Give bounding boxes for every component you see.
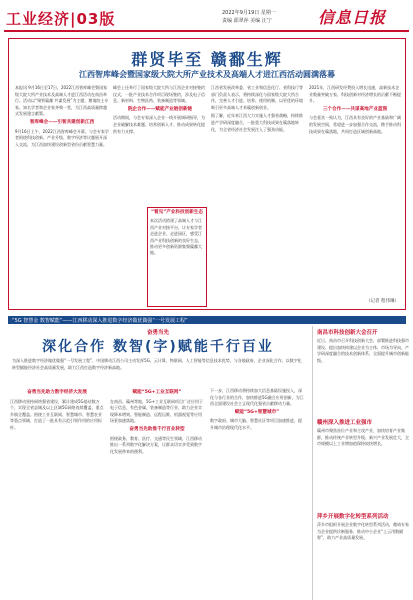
feature-col-d-subhead: 三个合作——共谋高地产业蓝图 [322, 106, 388, 112]
feature-col-c-text-2: 据了解，近年来江西大力实施人才强省战略，持续推进产学研深度融合，一批重大科技成果在赣落地转化，为全省经济社会发展注入了强劲动能。 [211, 113, 303, 132]
header-rule [4, 30, 409, 32]
feature-column-3 [211, 85, 305, 307]
article2-col-a-text: 江西移动坚持网络强省建设，累计建成5G基站数万个，实现全省县城及以上区域5G网络连续覆盖、重点乡镇全覆盖。围绕工业互联网、智慧城市、智慧农业等重点领域，打造了一批具有示范引领作用的应用标杆。 [10, 398, 104, 430]
date-line: 2022年9月19日 星期一 [222, 10, 276, 16]
article2-col-b-subhead: 赋能“5G+工业互联网” [132, 390, 182, 395]
feature-column-4 [309, 85, 401, 307]
article2-col-c-subhead: 赋能“5G+智慧城市” [234, 409, 280, 415]
feature-col-b-subhead: 院企合作——赋能产业链创新链 [127, 106, 193, 112]
brief-title: 赣州深入推进工业强市 [317, 420, 373, 426]
article2-kicker: 奋勇当先 [146, 330, 169, 336]
brief-title: 南昌市科技创新大会召开 [317, 330, 378, 336]
page-header [0, 0, 413, 32]
feature-col-d-text-2: 与会嘉宾一致认为，江西具有良好的产业基础和广阔的发展空间，希望进一步加强合作交流，携手推动科技成果在赣落地，共同打造区域创新高地。 [309, 115, 401, 134]
article2-col-b-subhead-2: 奋勇当先助推千行百业转型 [129, 426, 185, 432]
article2-col-b-text-2: 围绕政务、教育、医疗、交通等民生领域，江西移动推出一系列数字化解决方案，让群众切实享受到数字化发展带来的便利。 [110, 435, 202, 454]
banner-text: “5G 智慧金 数智赋能”——江西移动深入推进数字经济做优做强“一号发展工程” [12, 318, 188, 324]
brief-body: 萍乡市组织开展企业数字化转型系列活动，邀请专家为企业提供诊断服务，推动中小企业“上云用数赋智”，助力产业高质量发展。 [317, 522, 409, 541]
second-article [8, 326, 308, 600]
article2-column-2 [110, 388, 204, 598]
news-brief [317, 418, 409, 508]
article2-headline: 深化合作 数智(字)赋能千行百业 [42, 339, 274, 355]
article2-col-b-text: 在南昌、赣州等地，5G+工业互联网项目广泛应用于电子信息、有色金属、装备制造等行业，助力企业实现降本增效。智能制造、远程运维、机器视觉等应用场景加速落地。 [110, 398, 203, 424]
feature-byline: （记者 程伟琳） [366, 299, 399, 304]
feature-column-1 [15, 85, 109, 307]
feature-article [8, 38, 406, 310]
feature-col-d-text: 2021年，江西研发经费投入增长迅速，高新技术企业数量突破万家，科技创新对经济增长的贡献不断提升。 [309, 85, 401, 104]
news-brief [317, 512, 409, 598]
article2-col-c-text: 下一步，江西移动将持续加大信息基础设施投入，深化与各行业的合作，加快推进5G融合应用创新，为江西全面建设社会主义现代化强省贡献移动力量。 [210, 388, 304, 407]
article2-column-1 [10, 388, 104, 598]
pull-quote-body: 本次活动搭建了高端人才与江西产业对接平台，让专家学者走进企业、走进园区，感受江西产业科技创新的良好生态，推动更多创新资源集聚赣鄱大地。 [150, 218, 202, 256]
feature-col-c-text: 江西省发展改革委、省工业和信息化厅、省科技厅等部门负责人表示，将持续深化与国家级大院大所合作，完善人才引进、培养、使用机制，以更优的环境吸引更多高端人才来赣创新创业。 [211, 85, 303, 110]
feature-col-b-text: 峰会上还举行了国家级大院大所与江西企业对接签约仪式，一批产业技术合作项目现场签约，涉及电子信息、新材料、生物医药、装备制造等领域。 [113, 85, 205, 104]
feature-headline: 群贤毕至 赣鄱生辉 [131, 50, 283, 69]
article2-col-c-text-2: 数字政府、城市大脑、智慧社区等项目加速推进，提升城市治理现代化水平。 [210, 418, 302, 430]
article-banner [8, 316, 406, 324]
feature-col-a-text: 本报讯 9月16日至17日，2022江西智库峰会暨国家级大院大所产业技术及高端人才进江西活动在南昌举行。活动以“聚智赣鄱 共谋发展”为主题，邀请院士专家、知名学者和企业家齐聚一堂，为江西高质量跨越式发展建言献策。 [15, 85, 109, 117]
pull-quote-title: “看见”产业科技创新生态 [151, 210, 203, 215]
feature-col-a-subhead: 智库峰会——引智共建创新江西 [29, 119, 95, 125]
article2-lead: 为深入推进数字经济做优做强“一号发展工程”，中国移动江西公司主动发挥5G、云计算、物联网、人工智能等信息技术优势，与各地政府、企业深化合作，以数字化转型赋能经济社会高质量发展，助力江西打造数字经济新高地。 [12, 358, 302, 370]
news-brief [317, 328, 409, 416]
news-briefs-column [312, 326, 408, 600]
feature-col-b-text-2: 活动期间，与会专家深入企业一线开展调研指导，为企业破解技术难题、培养创新人才、推动成果转化提供有力支撑。 [113, 115, 205, 134]
pull-quote-box [147, 207, 207, 307]
section-title: 工业经济|03版 [6, 10, 116, 28]
brief-title: 萍乡开展数字化转型系列活动 [317, 514, 389, 520]
article2-col-a-subhead: 奋勇当先助力数字经济大发展 [27, 390, 87, 395]
brief-body: 近日，南昌市召开科技创新大会，部署推进科技强市建设，提出加快构建以企业为主体、市场为导向、产学研深度融合的技术创新体系，全面提升城市创新能级。 [317, 338, 409, 363]
feature-col-a-text-2: 9月16日上午，2022江西智库峰会开幕。与会专家学者围绕科技创新、产业升级、数字经济等议题展开深入交流，为江西加快建设创新型省份贡献智慧力量。 [15, 128, 109, 147]
feature-subheadline: 江西智库峰会暨国家级大院大所产业技术及高端人才进江西活动圆满落幕 [79, 70, 335, 79]
brief-body: 赣州市聚焦首位产业和主攻产业，加快培育产业集群，推动传统产业转型升级、新兴产业发展壮大，全市规模以上工业增加值保持较快增长。 [317, 428, 409, 447]
article2-column-3 [210, 388, 304, 598]
newspaper-logo: 信息日报 [318, 8, 387, 27]
editor-line: 责编 邱翠萍 美编 汪宁 [222, 18, 272, 24]
